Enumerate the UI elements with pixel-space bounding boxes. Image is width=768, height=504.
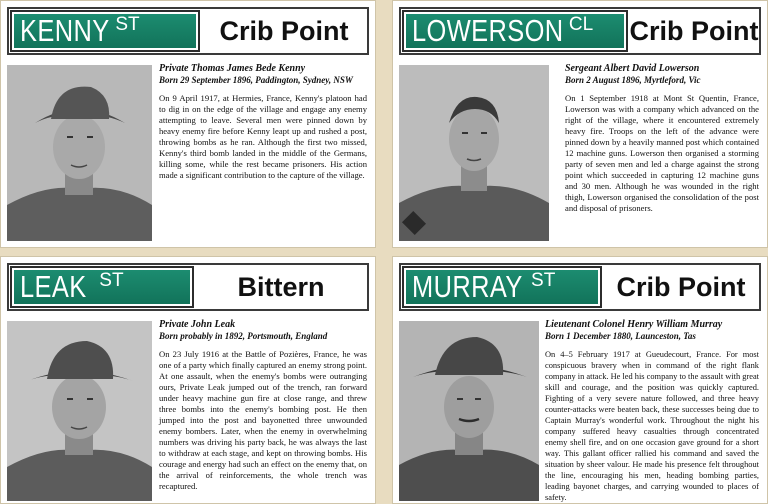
bio-text-block	[159, 63, 367, 243]
street-suffix: ST	[115, 14, 140, 35]
suburb-label: Crib Point	[629, 15, 759, 46]
street-name: LEAK	[20, 269, 87, 304]
street-name-plate	[404, 268, 600, 306]
street-suffix: CL	[568, 14, 594, 35]
soldier-portrait-icon	[399, 321, 539, 501]
street-sign	[399, 7, 761, 55]
street-name-plate	[12, 12, 198, 50]
soldier-portrait-icon	[7, 65, 152, 241]
person-name: Sergeant Albert David Lowerson	[565, 63, 700, 74]
street-name-plate	[12, 268, 192, 306]
suburb-label: Crib Point	[219, 15, 349, 46]
card-lowerson	[392, 0, 768, 248]
street-suffix: ST	[99, 270, 124, 291]
street-name: LOWERSON	[412, 13, 564, 48]
suburb-label: Bittern	[237, 271, 325, 302]
street-sign	[399, 263, 761, 311]
bio-paragraph: On 9 April 1917, at Hermies, France, Kenny's platoon had to dig in on the edge of the village and engage any enemy attempting to leave. Several men were pinned down by heavy enemy fire before Kenny leapt up and rushed a post, throwing bombs as he ran. Although the first two missed, Kenny's third bomb landed in the middle of the Germans, killing some, while the rest became prisoners. His action made a significant contribution to the capture of the village.	[159, 93, 367, 180]
born-line: Born probably in 1892, Portsmouth, England	[159, 331, 328, 341]
card-kenny	[0, 0, 376, 248]
bio-paragraph: On 4–5 February 1917 at Gueudecourt, France. For most conspicuous bravery when in command of the right flank company in attack. He led his company to the assault with great skill and courage, and the position was quickly captured. Fighting of a very severe nature followed, and three heavy counter-attacks were beaten back, these successes being due to Captain Murray's wonderful work. Throughout the night his company suffered heavy casualties through concentrated enemy shell fire, and on one occasion gave ground for a short way. This gallant officer rallied his command and saved the situation by sheer valour. He made his presence felt throughout the line, encouraging his men, heading bombing parties, leading bayonet charges, and carrying wounded to places of safety.	[545, 350, 759, 502]
street-name: KENNY	[20, 13, 110, 48]
street-name: MURRAY	[412, 269, 523, 304]
card-murray	[392, 256, 768, 504]
street-name-plate	[404, 12, 626, 50]
bio-text-block	[565, 63, 759, 243]
street-suffix: ST	[531, 270, 556, 291]
bio-text-block	[545, 319, 759, 502]
portrait-photo	[7, 321, 152, 501]
portrait-photo	[399, 65, 549, 241]
portrait-photo	[7, 65, 152, 241]
suburb-label: Crib Point	[616, 271, 746, 302]
street-sign	[7, 263, 369, 311]
soldier-portrait-icon	[399, 65, 549, 241]
born-line: Born 29 September 1896, Paddington, Sydney, NSW	[159, 75, 353, 85]
street-sign	[7, 7, 369, 55]
portrait-photo	[399, 321, 539, 501]
bio-paragraph: On 1 September 1918 at Mont St Quentin, France, Lowerson was with a company which advanced on the right of the village, where it encountered extremely heavy fire. Troops on the left of the advance were pinned down by a heavily manned post which contained 12 machine guns. Lowerson then organised a storming party of seven men and led a charge against the strong point which succeeded in capturing 12 machine guns and 30 men. Although he was wounded in the right thigh, Lowerson organised the consolidation of the post and disposal of prisoners.	[565, 93, 759, 213]
person-name: Private John Leak	[159, 319, 236, 330]
bio-text-block	[159, 319, 367, 499]
born-line: Born 2 August 1896, Myrtleford, Vic	[565, 75, 701, 85]
soldier-portrait-icon	[7, 321, 152, 501]
person-name: Private Thomas James Bede Kenny	[159, 63, 306, 74]
born-line: Born 1 December 1880, Launceston, Tas	[545, 331, 696, 341]
card-leak	[0, 256, 376, 504]
bio-paragraph: On 23 July 1916 at the Battle of Pozières, France, he was one of a party which finally captured an enemy strong point. At one assault, when the enemy's bombs were outranging ours, Private Leak jumped out of the trench, ran forward under heavy machine gun fire at close range, and threw three bombs into the enemy's bombing post. He then jumped into the post and bayonetted three unwounded enemy bombers. Later, when the enemy in overwhelming numbers was driving his party back, he was always the last to withdraw at each stage, and kept on throwing bombs. His courage and energy had such an effect on the enemy that, on the arrival of reinforcements, the whole trench was recaptured.	[159, 349, 367, 491]
person-name: Lieutenant Colonel Henry William Murray	[545, 319, 723, 330]
